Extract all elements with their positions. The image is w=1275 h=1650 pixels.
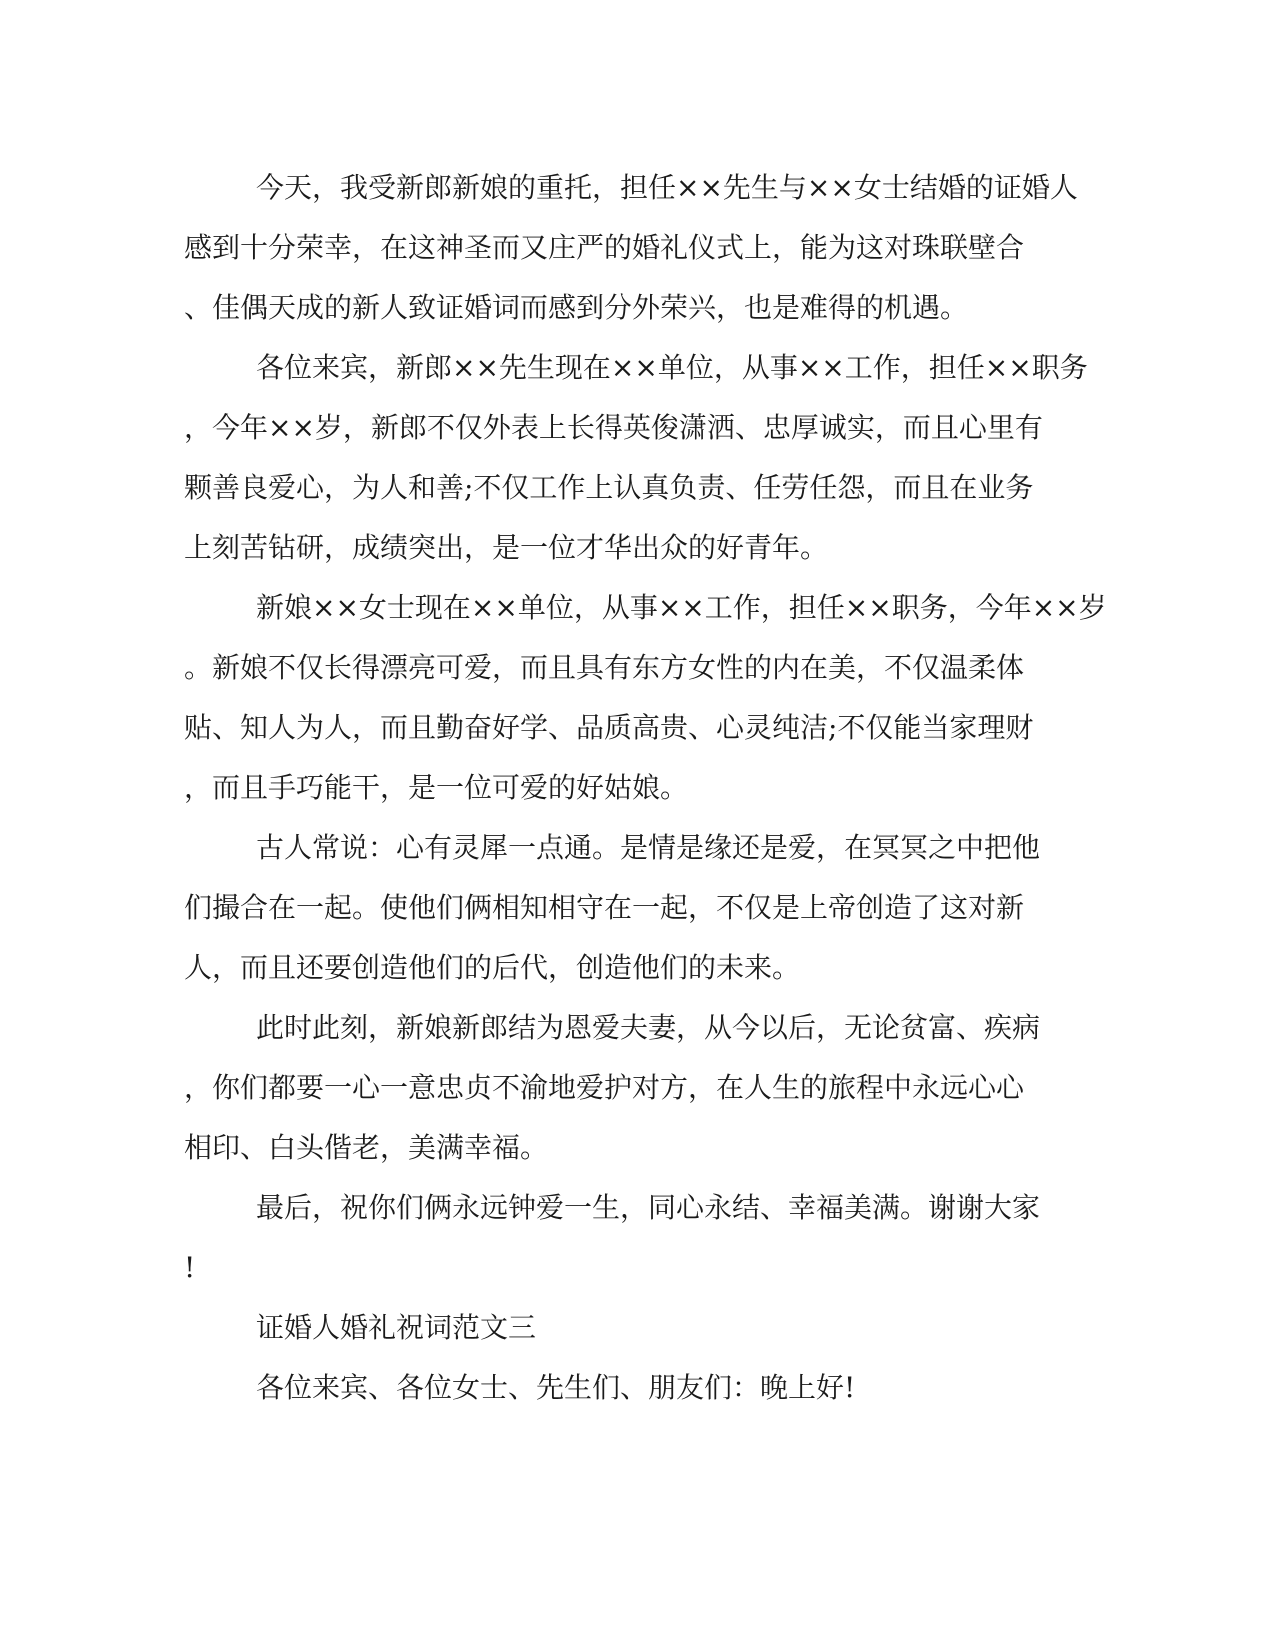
greeting-line: 各位来宾、各位女士、先生们、朋友们：晚上好! [256,1371,856,1404]
paragraph-3-line-4: ，而且手巧能干，是一位可爱的好姑娘。 [184,771,689,804]
paragraph-1-line-1: 今天，我受新郎新娘的重托，担任××先生与××女士结婚的证婚人 [256,171,1078,204]
paragraph-3-line-2: 。新娘不仅长得漂亮可爱，而且具有东方女性的内在美，不仅温柔体 [184,651,1025,684]
paragraph-1-line-2: 感到十分荣幸，在这神圣而又庄严的婚礼仪式上，能为这对珠联壁合 [184,231,1025,264]
paragraph-2-line-4: 上刻苦钻研，成绩突出，是一位才华出众的好青年。 [184,531,829,564]
paragraph-5-line-1: 此时此刻，新娘新郎结为恩爱夫妻，从今以后，无论贫富、疾病 [256,1011,1041,1044]
section-heading: 证婚人婚礼祝词范文三 [256,1311,537,1344]
paragraph-5-line-2: ，你们都要一心一意忠贞不渝地爱护对方，在人生的旅程中永远心心 [184,1071,1025,1104]
paragraph-2-line-2: ，今年××岁，新郎不仅外表上长得英俊潇洒、忠厚诚实，而且心里有 [184,411,1043,444]
paragraph-6-line-1: 最后，祝你们俩永远钟爱一生，同心永结、幸福美满。谢谢大家 [256,1191,1041,1224]
paragraph-5-line-3: 相印、白头偕老，美满幸福。 [184,1131,549,1164]
paragraph-4-line-1: 古人常说：心有灵犀一点通。是情是缘还是爱，在冥冥之中把他 [256,831,1041,864]
paragraph-6-line-2: ! [184,1251,196,1284]
paragraph-2-line-3: 颗善良爱心，为人和善;不仅工作上认真负责、任劳任怨，而且在业务 [184,471,1034,504]
paragraph-3-line-3: 贴、知人为人，而且勤奋好学、品质高贵、心灵纯洁;不仅能当家理财 [184,711,1034,744]
paragraph-2-line-1: 各位来宾，新郎××先生现在××单位，从事××工作，担任××职务 [256,351,1088,384]
paragraph-3-line-1: 新娘××女士现在××单位，从事××工作，担任××职务，今年××岁 [256,591,1107,624]
paragraph-4-line-3: 人，而且还要创造他们的后代，创造他们的未来。 [184,951,801,984]
paragraph-4-line-2: 们撮合在一起。使他们俩相知相守在一起，不仅是上帝创造了这对新 [184,891,1025,924]
document-body [184,158,1107,1418]
paragraph-1-line-3: 、佳偶天成的新人致证婚词而感到分外荣兴，也是难得的机遇。 [184,291,969,324]
